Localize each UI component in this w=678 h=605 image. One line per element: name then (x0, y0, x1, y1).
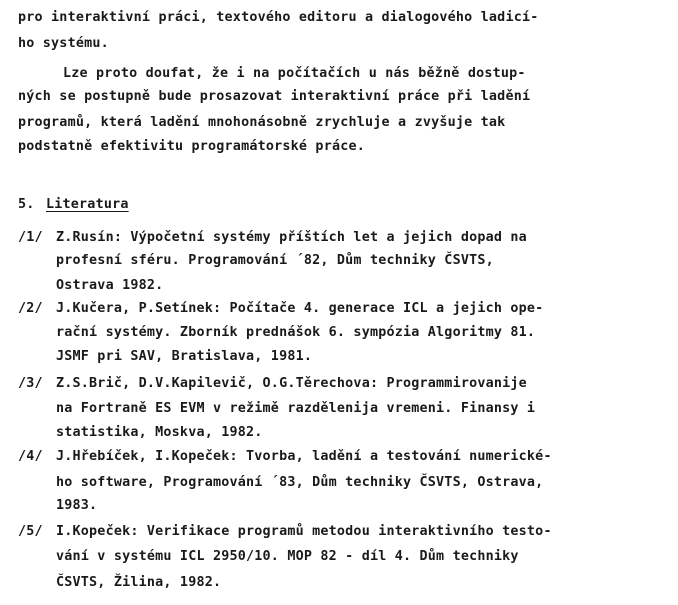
reference-marker: /5/ (18, 524, 43, 539)
reference-line: na Fortraně ES EVM v režimě razdělenija vremeni. Finansy i (56, 401, 536, 416)
text-line: ných se postupně bude prosazovat interaktivní práce při ladění (18, 89, 531, 104)
section-title: Literatura (46, 197, 129, 212)
text-line: Lze proto doufat, že i na počítačích u nás běžně dostup- (63, 66, 526, 81)
reference-marker: /1/ (18, 230, 43, 245)
reference-line: vání v systému ICL 2950/10. MOP 82 - díl 4. Dům techniky (56, 549, 519, 564)
reference-line: rační systémy. Zborník prednášok 6. sympózia Algoritmy 81. (56, 325, 536, 340)
reference-line: ho software, Programování ´83, Dům techniky ČSVTS, Ostrava, (56, 475, 544, 490)
reference-line: 1983. (56, 498, 98, 513)
text-line: ho systému. (18, 36, 109, 51)
reference-line: statistika, Moskva, 1982. (56, 425, 263, 440)
reference-line: profesní sféru. Programování ´82, Dům techniky ČSVTS, (56, 253, 494, 268)
reference-line: I.Kopeček: Verifikace programů metodou interaktivního testo- (56, 524, 552, 539)
text-line: podstatně efektivitu programátorské práce. (18, 139, 365, 154)
reference-line: Z.Rusín: Výpočetní systémy příštích let a jejich dopad na (56, 230, 527, 245)
reference-line: JSMF pri SAV, Bratislava, 1981. (56, 349, 313, 364)
reference-line: J.Kučera, P.Setínek: Počítače 4. generace ICL a jejich ope- (56, 301, 544, 316)
reference-line: ČSVTS, Žilina, 1982. (56, 575, 222, 590)
text-line: pro interaktivní práci, textového editoru a dialogového ladicí- (18, 10, 539, 25)
text-line: programů, která ladění mnohonásobně zrychluje a zvyšuje tak (18, 115, 506, 130)
reference-marker: /4/ (18, 449, 43, 464)
reference-line: J.Hřebíček, I.Kopeček: Tvorba, ladění a testování numerické- (56, 449, 552, 464)
reference-line: Z.S.Brič, D.V.Kapilevič, O.G.Těrechova: Programmirovanije (56, 376, 527, 391)
section-number: 5. (18, 197, 35, 212)
reference-marker: /2/ (18, 301, 43, 316)
reference-marker: /3/ (18, 376, 43, 391)
reference-line: Ostrava 1982. (56, 278, 164, 293)
